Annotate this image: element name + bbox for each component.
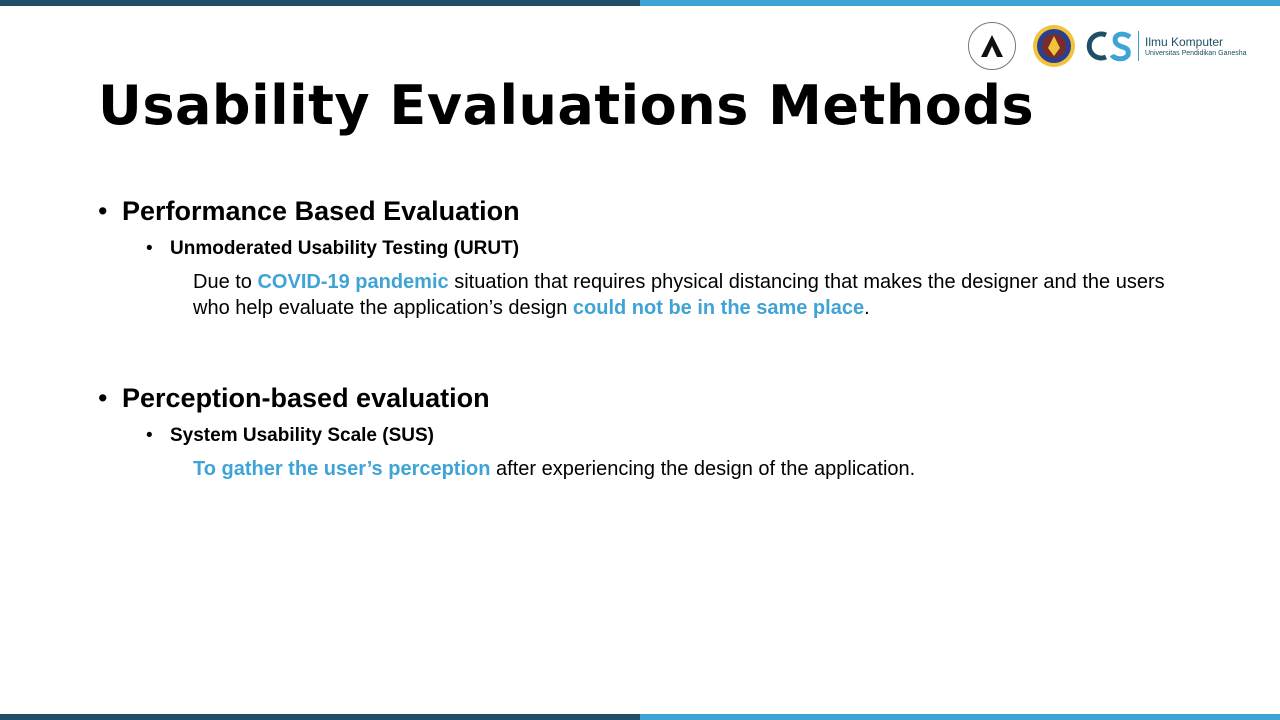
- body-sus: [193, 456, 1183, 482]
- bullet-perception: [98, 383, 490, 414]
- bottom-bar-dark: [0, 714, 640, 720]
- university-seal-icon: [1032, 24, 1076, 68]
- cs-logo: [1086, 29, 1247, 63]
- logo-group: [968, 22, 1247, 70]
- bullet-dot: •: [98, 383, 108, 413]
- heading-perception: Perception-based evaluation: [122, 383, 490, 413]
- sub-heading-urut: Unmoderated Usability Testing (URUT): [170, 238, 520, 259]
- bullet-dot: •: [146, 425, 153, 446]
- body-text-segment: Due to: [193, 271, 258, 293]
- triangle-logo-icon: [968, 22, 1016, 70]
- bottom-bar-light: [640, 714, 1280, 720]
- bullet-dot: •: [146, 238, 153, 259]
- sub-heading-sus: System Usability Scale (SUS): [170, 425, 434, 446]
- sub-bullet-sus: [146, 425, 434, 447]
- heading-performance: Performance Based Evaluation: [122, 196, 520, 226]
- cs-mark-icon: [1086, 29, 1134, 63]
- highlight-covid: COVID-19 pandemic: [257, 271, 449, 293]
- cs-university-name: Universitas Pendidikan Ganesha: [1145, 49, 1247, 57]
- page-title: Usability Evaluations Methods: [98, 74, 1035, 137]
- sub-bullet-urut: [146, 238, 519, 260]
- cs-divider: [1138, 31, 1139, 61]
- bullet-performance: [98, 196, 520, 227]
- top-bar-dark: [0, 0, 640, 6]
- highlight-perception: To gather the user’s perception: [193, 458, 491, 480]
- cs-faculty-name: Ilmu Komputer: [1145, 34, 1224, 49]
- highlight-same-place: could not be in the same place: [572, 297, 865, 319]
- body-text-segment: .: [864, 297, 870, 319]
- top-bar-light: [640, 0, 1280, 6]
- body-urut: [193, 269, 1183, 321]
- body-text-segment: situation that requires physical distancing that makes the designer and the users who help evaluate the application’s design: [193, 271, 1165, 319]
- body-text-segment: after experiencing the design of the application.: [490, 458, 916, 480]
- bullet-dot: •: [98, 196, 108, 226]
